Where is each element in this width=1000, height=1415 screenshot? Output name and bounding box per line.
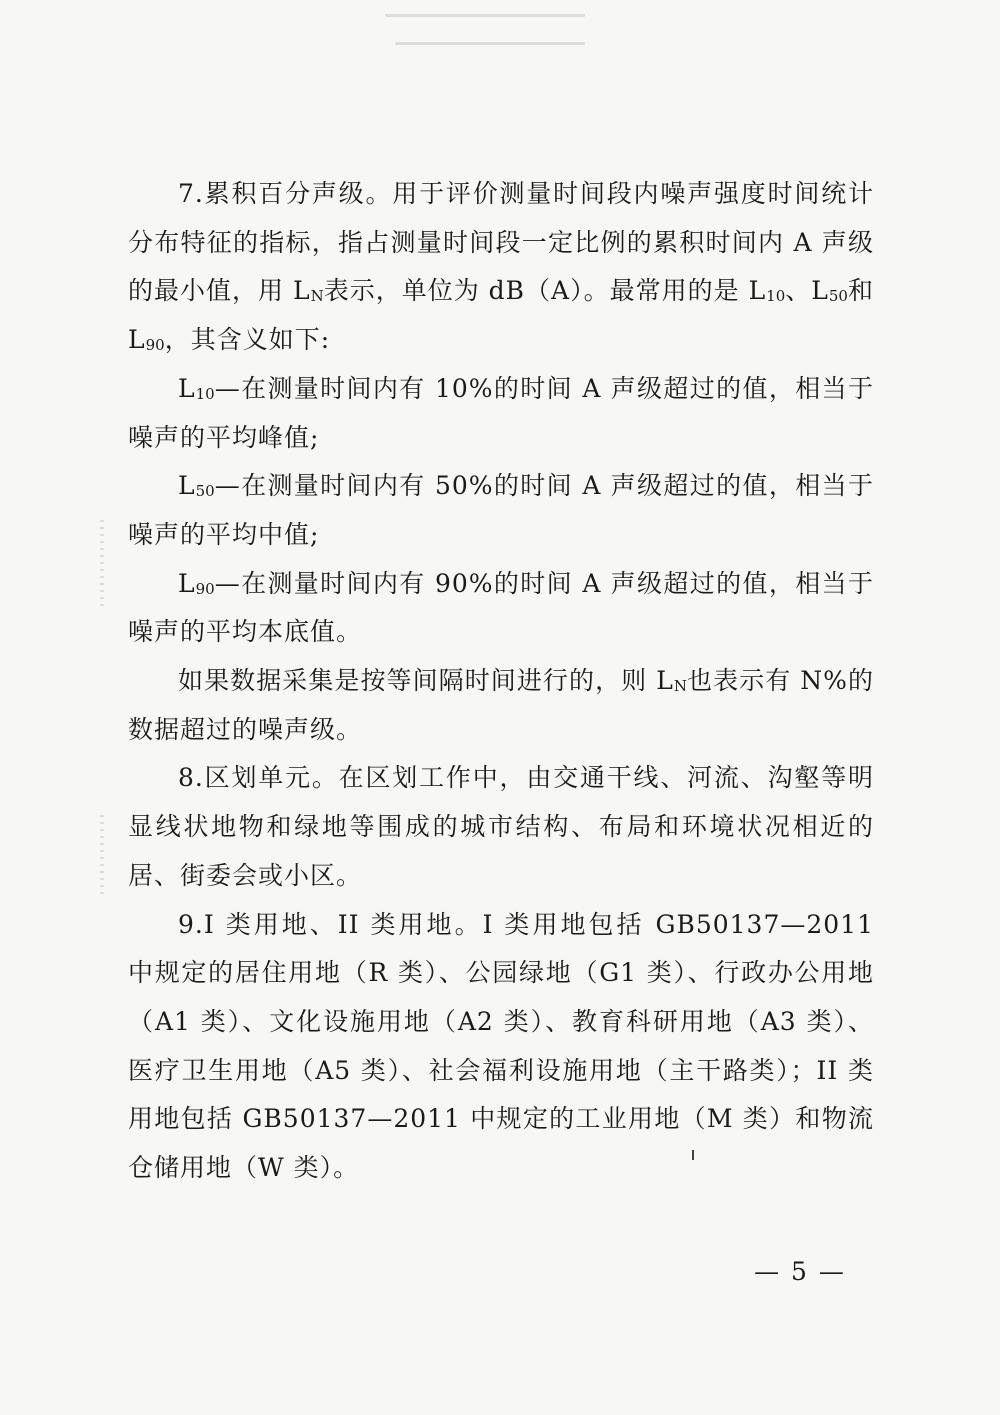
paragraph-item-8: [128, 754, 874, 900]
scan-artifact: [395, 42, 585, 45]
subscript: 10: [766, 287, 786, 306]
text-run: 也表示有 N%的数据超过的噪声级。: [128, 666, 874, 744]
text-run: L: [178, 568, 196, 598]
text-run: —在测量时间内有 10%的时间 A 声级超过的值，相当于噪声的平均峰值;: [128, 373, 874, 452]
text-run: L: [178, 471, 196, 501]
subscript: 50: [195, 482, 215, 501]
text-run: ，其含义如下:: [164, 325, 331, 355]
subscript: N: [673, 677, 687, 696]
text-run: L: [178, 373, 196, 403]
subscript: 10: [195, 384, 215, 403]
text-run: 9.I 类用地、II 类用地。I 类用地包括 GB50137—2011 中规定的居住用地（R 类）、公园绿地（G1 类）、行政办公用地（A1 类）、文化设施用地（A2 类）、教育科研用地（A3 类）、医疗卫生用地（A5 类）、社会福利设施用地（主干路类）；II 类用地包括 GB50137—2011 中规定的工业用地（M 类）和物流仓储用地（W 类）。: [128, 909, 874, 1183]
scan-artifact: [100, 815, 104, 895]
subscript: N: [310, 287, 324, 306]
paragraph-item-7: [128, 170, 874, 365]
paragraph-ln-note: [128, 657, 874, 754]
scan-artifact: [100, 520, 104, 610]
paragraph-l50-definition: [128, 462, 874, 559]
text-run: 如果数据采集是按等间隔时间进行的，则 L: [178, 666, 674, 696]
subscript: 50: [828, 287, 848, 306]
scan-artifact: [385, 14, 585, 17]
text-run: —在测量时间内有 50%的时间 A 声级超过的值，相当于噪声的平均中值;: [128, 471, 874, 549]
subscript: 90: [195, 579, 215, 598]
paragraph-item-9: [128, 901, 874, 1193]
subscript: 90: [145, 336, 165, 355]
text-run: 和 L: [128, 276, 874, 355]
text-run: 8.区划单元。在区划工作中，由交通干线、河流、沟壑等明显线状地物和绿地等围成的城市结构、布局和环境状况相近的居、街委会或小区。: [128, 763, 874, 890]
paragraph-l90-definition: [128, 560, 874, 657]
page-number: — 5 —: [754, 1257, 846, 1286]
text-run: 7.累积百分声级。用于评价测量时间段内噪声强度时间统计分布特征的指标，指占测量时间段一定比例的累积时间内 A 声级的最小值，用 L: [128, 179, 874, 306]
text-run: —在测量时间内有 90%的时间 A 声级超过的值，相当于噪声的平均本底值。: [128, 568, 874, 647]
text-run: 表示，单位为 dB（A）。最常用的是 L: [323, 276, 767, 306]
document-body: [128, 170, 874, 1193]
paragraph-l10-definition: [128, 365, 874, 462]
text-run: 、L: [785, 276, 829, 306]
scan-artifact: [692, 1150, 694, 1160]
